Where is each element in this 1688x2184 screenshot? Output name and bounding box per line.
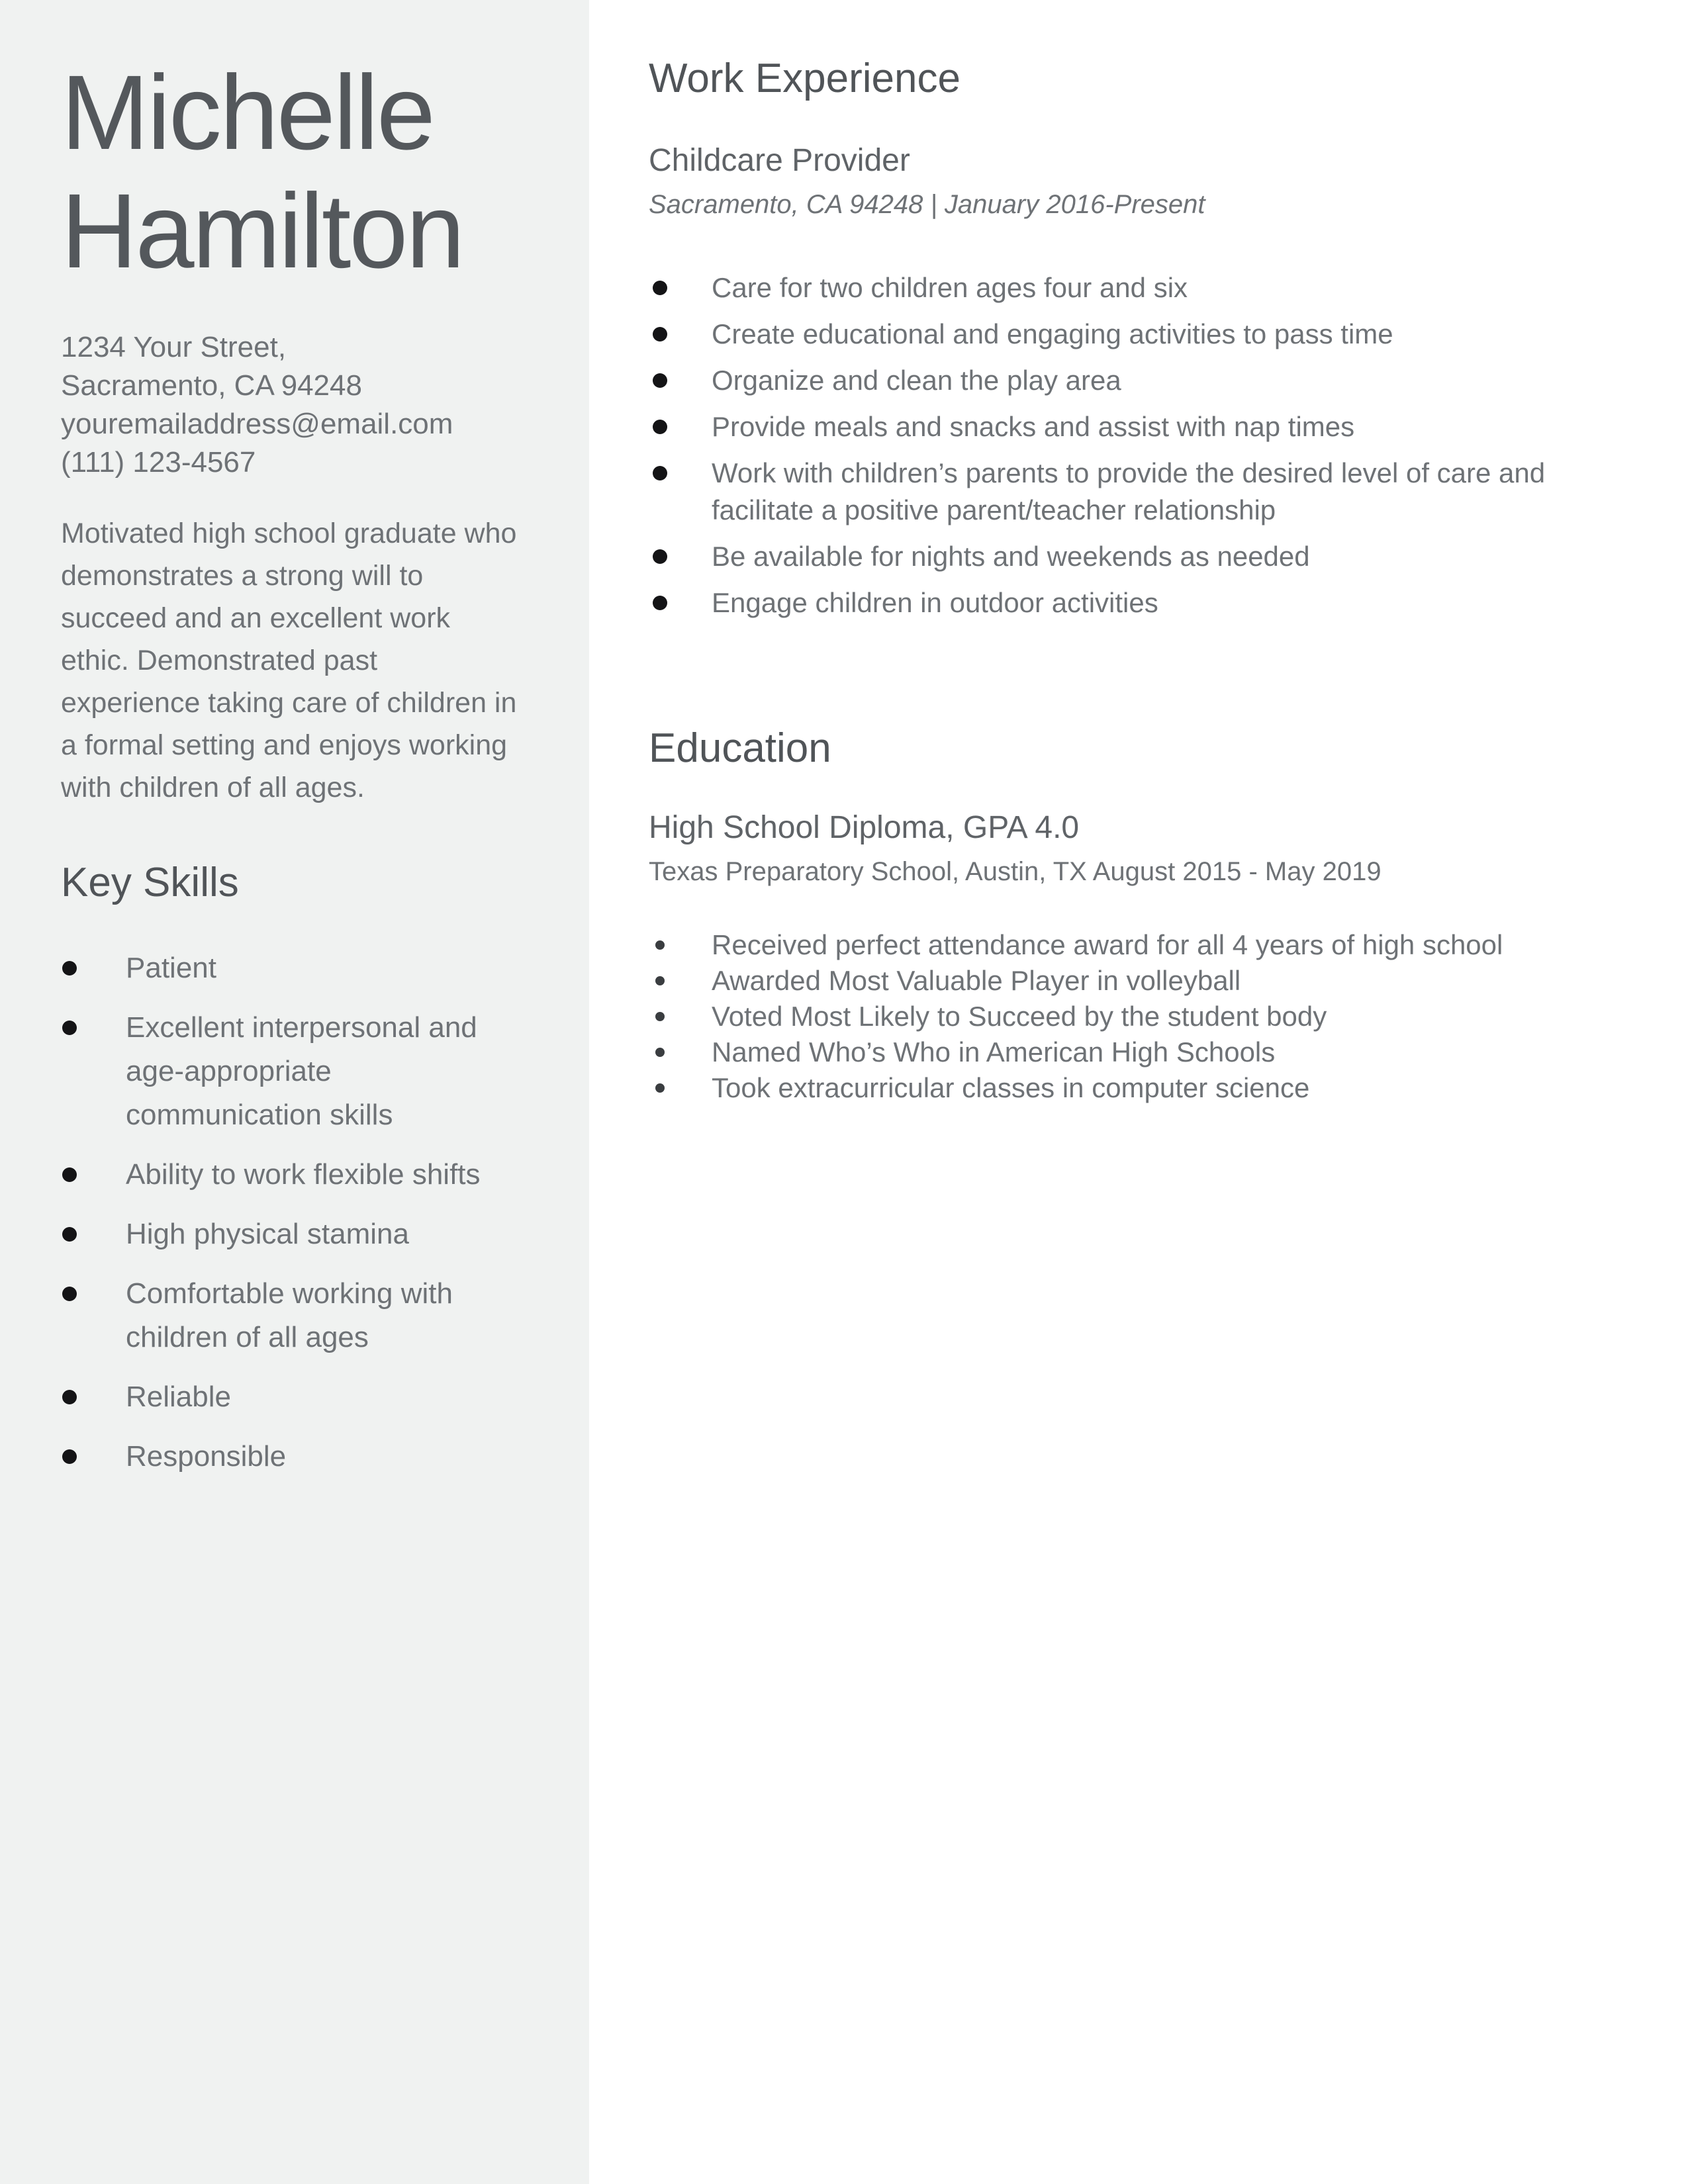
work-duty-item <box>649 316 1642 353</box>
skill-text: Patient <box>126 952 216 985</box>
skill-text: Comfortable working with children of all ages <box>126 1277 453 1354</box>
education-heading: Education <box>649 725 831 771</box>
skill-text: Reliable <box>126 1381 231 1414</box>
education-highlight-text: Voted Most Likely to Succeed by the student body <box>712 1001 1327 1032</box>
bullet-marker <box>62 1287 77 1301</box>
work-duty-item <box>649 538 1642 575</box>
education-highlight-item <box>649 927 1642 963</box>
skill-list-item <box>61 1153 524 1197</box>
work-duty-text: Work with children’s parents to provide the desired level of care and facilitate a positive parent/teacher relationship <box>712 457 1546 525</box>
skill-text: High physical stamina <box>126 1218 409 1251</box>
work-experience-heading: Work Experience <box>649 56 961 101</box>
work-duty-text: Engage children in outdoor activities <box>712 587 1158 618</box>
work-duties-list <box>649 269 1642 621</box>
skill-text: Ability to work flexible shifts <box>126 1158 481 1191</box>
bullet-marker <box>653 420 667 434</box>
bullet-marker <box>62 961 77 976</box>
education-highlight-item <box>649 963 1642 999</box>
work-duty-text: Be available for nights and weekends as needed <box>712 541 1310 572</box>
work-duty-item <box>649 408 1642 445</box>
work-duty-item <box>649 269 1642 306</box>
skill-text: Responsible <box>126 1440 287 1473</box>
skill-list-item <box>61 1375 524 1419</box>
main-column <box>589 0 1688 2184</box>
bullet-marker <box>655 976 665 985</box>
address-line-1: 1234 Your Street, <box>61 331 287 364</box>
education-highlights-list <box>649 927 1642 1106</box>
education-highlight-item <box>649 999 1642 1034</box>
skill-text: Excellent interpersonal and age-appropriate communication skills <box>126 1011 477 1132</box>
education-highlight-text: Awarded Most Valuable Player in volleyball <box>712 965 1241 996</box>
last-name: Hamilton <box>61 171 463 291</box>
bullet-marker <box>655 1012 665 1021</box>
skill-list-item <box>61 1006 524 1137</box>
sidebar <box>0 0 589 2184</box>
work-duty-text: Provide meals and snacks and assist with nap times <box>712 411 1355 442</box>
skill-list-item <box>61 1272 524 1359</box>
email-address: youremailaddress@email.com <box>61 408 453 441</box>
bullet-marker <box>62 1390 77 1404</box>
bullet-marker <box>62 1449 77 1464</box>
key-skills-heading: Key Skills <box>61 860 239 906</box>
work-duty-item <box>649 455 1642 529</box>
first-name: Michelle <box>61 53 434 171</box>
bullet-marker <box>655 1048 665 1057</box>
education-section <box>649 726 1648 1106</box>
bullet-marker <box>653 281 667 295</box>
contact-block <box>61 328 530 482</box>
education-highlight-text: Received perfect attendance award for all 4 years of high school <box>712 929 1503 960</box>
school-location-dates: Texas Preparatory School, Austin, TX August 2015 - May 2019 <box>649 857 1382 886</box>
education-highlight-item <box>649 1070 1642 1106</box>
skill-list-item <box>61 946 524 990</box>
bullet-marker <box>653 596 667 610</box>
bullet-marker <box>653 466 667 480</box>
bullet-marker <box>62 1021 77 1035</box>
work-experience-section <box>649 56 1648 621</box>
key-skills-list <box>61 946 524 1479</box>
skill-list-item <box>61 1212 524 1256</box>
work-duty-text: Organize and clean the play area <box>712 365 1121 396</box>
bullet-marker <box>653 327 667 341</box>
phone-number: (111) 123-4567 <box>61 446 256 479</box>
skill-list-item <box>61 1435 524 1479</box>
professional-summary: Motivated high school graduate who demonstrates a strong will to succeed and an excellent work ethic. Demonstrated past experience taking care of children in a formal setting and enjoys working with children of all ages. <box>61 518 517 804</box>
bullet-marker <box>653 373 667 388</box>
work-duty-item <box>649 584 1642 621</box>
bullet-marker <box>62 1167 77 1182</box>
education-highlight-item <box>649 1034 1642 1070</box>
job-location-dates: Sacramento, CA 94248 | January 2016-Present <box>649 190 1205 219</box>
person-name <box>61 53 530 290</box>
bullet-marker <box>62 1227 77 1242</box>
work-duty-item <box>649 362 1642 399</box>
bullet-marker <box>655 940 665 950</box>
work-duty-text: Create educational and engaging activities to pass time <box>712 318 1393 349</box>
work-duty-text: Care for two children ages four and six <box>712 272 1188 303</box>
bullet-marker <box>653 549 667 564</box>
education-highlight-text: Named Who’s Who in American High Schools <box>712 1036 1276 1068</box>
degree-title: High School Diploma, GPA 4.0 <box>649 810 1080 845</box>
education-highlight-text: Took extracurricular classes in computer science <box>712 1072 1310 1103</box>
bullet-marker <box>655 1083 665 1093</box>
address-line-2: Sacramento, CA 94248 <box>61 369 362 402</box>
job-title: Childcare Provider <box>649 143 910 178</box>
